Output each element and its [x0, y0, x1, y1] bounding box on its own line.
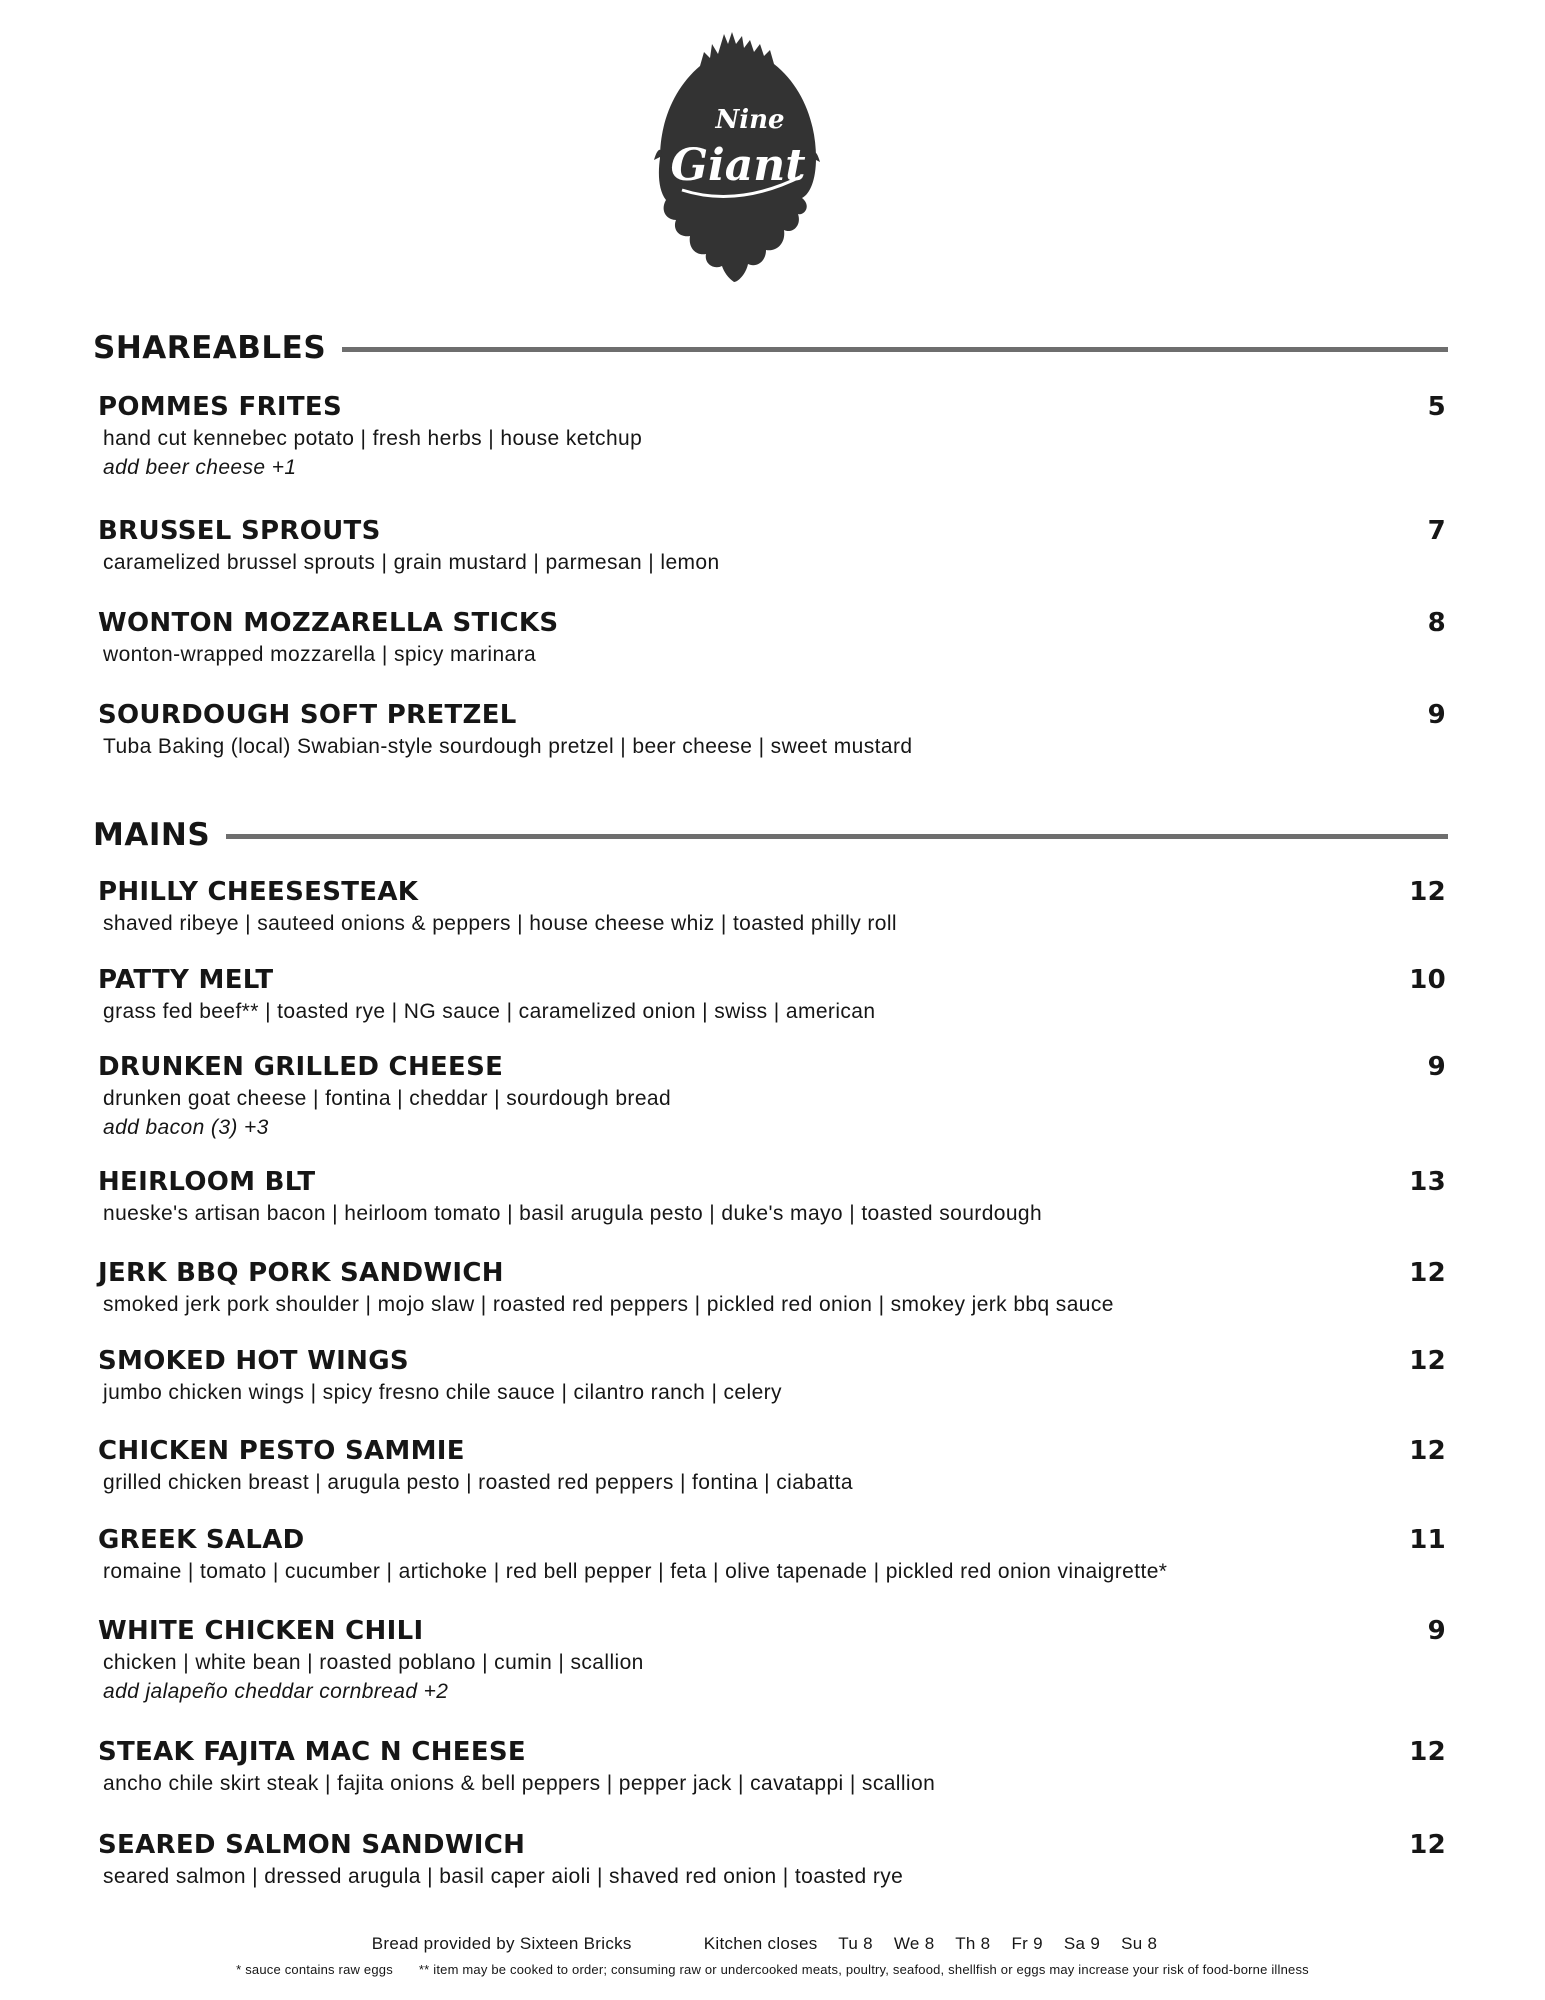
item-description: chicken | white bean | roasted poblano | cumin | scallion: [103, 1651, 644, 1674]
item-addon: add beer cheese +1: [103, 456, 297, 479]
item-description: drunken goat cheese | fontina | cheddar | sourdough bread: [103, 1087, 672, 1110]
item-price: 12: [1409, 1737, 1446, 1767]
item-name: POMMES FRITES: [98, 392, 343, 422]
item-price: 12: [1409, 1258, 1446, 1288]
svg-text:Nine: Nine: [715, 105, 785, 135]
menu-item: [98, 1436, 1446, 1495]
hours-thursday: Th 8: [955, 1934, 991, 1953]
item-price: 5: [1427, 392, 1446, 422]
item-description: jumbo chicken wings | spicy fresno chile sauce | cilantro ranch | celery: [103, 1381, 782, 1404]
item-price: 9: [1427, 1052, 1446, 1082]
menu-item: [98, 1830, 1446, 1889]
hours-tuesday: Tu 8: [838, 1934, 873, 1953]
item-name: SEARED SALMON SANDWICH: [98, 1830, 526, 1860]
item-name: GREEK SALAD: [98, 1525, 305, 1555]
menu-item: [98, 608, 1446, 667]
sauce-note: * sauce contains raw eggs: [236, 1962, 393, 1977]
item-description: shaved ribeye | sauteed onions & peppers | house cheese whiz | toasted philly roll: [103, 912, 897, 935]
menu-item: [98, 1737, 1446, 1796]
bread-credit: Bread provided by Sixteen Bricks: [371, 1934, 632, 1953]
item-name: SMOKED HOT WINGS: [98, 1346, 409, 1376]
section-divider: [226, 834, 1448, 839]
hours-wednesday: We 8: [893, 1934, 935, 1953]
hours-saturday: Sa 9: [1063, 1934, 1101, 1953]
item-description: grilled chicken breast | arugula pesto | roasted red peppers | fontina | ciabatta: [103, 1471, 853, 1494]
menu-item: [98, 1346, 1446, 1405]
nine-giant-logo: [652, 30, 822, 290]
item-price: 7: [1427, 516, 1446, 546]
item-description: nueske's artisan bacon | heirloom tomato | basil arugula pesto | duke's mayo | toasted sourdough: [103, 1202, 1043, 1225]
item-name: BRUSSEL SPROUTS: [98, 516, 381, 546]
footer-notes: [0, 1962, 1545, 1977]
item-price: 10: [1409, 965, 1446, 995]
item-name: HEIRLOOM BLT: [98, 1167, 316, 1197]
item-description: caramelized brussel sprouts | grain mustard | parmesan | lemon: [103, 551, 720, 574]
menu-item: [98, 1052, 1446, 1140]
item-price: 12: [1409, 1436, 1446, 1466]
item-description: grass fed beef** | toasted rye | NG sauce | caramelized onion | swiss | american: [103, 1000, 876, 1023]
item-name: SOURDOUGH SOFT PRETZEL: [98, 700, 517, 730]
kitchen-hours: [704, 1934, 1174, 1954]
kitchen-closes-label: Kitchen closes: [703, 1934, 818, 1953]
item-description: ancho chile skirt steak | fajita onions & bell peppers | pepper jack | cavatappi | scallion: [103, 1772, 936, 1795]
menu-item: [98, 1525, 1446, 1584]
menu-item: [98, 877, 1446, 936]
item-addon: add jalapeño cheddar cornbread +2: [103, 1680, 449, 1703]
item-price: 12: [1409, 1830, 1446, 1860]
item-description: wonton-wrapped mozzarella | spicy marinara: [103, 643, 537, 666]
item-price: 12: [1409, 1346, 1446, 1376]
hours-friday: Fr 9: [1011, 1934, 1043, 1953]
item-price: 8: [1427, 608, 1446, 638]
item-name: JERK BBQ PORK SANDWICH: [98, 1258, 504, 1288]
item-description: smoked jerk pork shoulder | mojo slaw | roasted red peppers | pickled red onion | smokey jerk bbq sauce: [103, 1293, 1114, 1316]
item-name: PATTY MELT: [98, 965, 274, 995]
footer-info: [0, 1934, 1545, 1954]
hours-sunday: Su 8: [1121, 1934, 1158, 1953]
section-shareables: [93, 326, 1448, 370]
item-description: Tuba Baking (local) Swabian-style sourdough pretzel | beer cheese | sweet mustard: [103, 735, 913, 758]
item-price: 12: [1409, 877, 1446, 907]
menu-item: [98, 965, 1446, 1024]
section-divider: [342, 347, 1448, 352]
menu-item: [98, 392, 1446, 480]
item-price: 13: [1409, 1167, 1446, 1197]
item-addon: add bacon (3) +3: [103, 1116, 269, 1139]
item-price: 9: [1427, 700, 1446, 730]
item-description: hand cut kennebec potato | fresh herbs | house ketchup: [103, 427, 643, 450]
item-name: DRUNKEN GRILLED CHEESE: [98, 1052, 504, 1082]
item-name: STEAK FAJITA MAC N CHEESE: [98, 1737, 526, 1767]
item-description: seared salmon | dressed arugula | basil caper aioli | shaved red onion | toasted rye: [103, 1865, 904, 1888]
item-name: WHITE CHICKEN CHILI: [98, 1616, 424, 1646]
menu-item: [98, 1258, 1446, 1317]
menu-item: [98, 1616, 1446, 1704]
item-name: CHICKEN PESTO SAMMIE: [98, 1436, 465, 1466]
item-price: 9: [1427, 1616, 1446, 1646]
section-mains: [93, 813, 1448, 857]
item-description: romaine | tomato | cucumber | artichoke | red bell pepper | feta | olive tapenade | pickled red onion vinaigrette*: [103, 1560, 1168, 1583]
menu-item: [98, 516, 1446, 575]
item-name: WONTON MOZZARELLA STICKS: [98, 608, 559, 638]
item-price: 11: [1409, 1525, 1446, 1555]
menu-item: [98, 700, 1446, 759]
svg-text:Giant: Giant: [670, 140, 806, 191]
menu-item: [98, 1167, 1446, 1226]
item-name: PHILLY CHEESESTEAK: [98, 877, 419, 907]
section-title: MAINS: [93, 817, 211, 853]
cooked-to-order-note: ** item may be cooked to order; consuming raw or undercooked meats, poultry, seafood, shellfish or eggs may increase your risk of food-borne illness: [418, 1962, 1309, 1977]
section-title: SHAREABLES: [93, 330, 327, 366]
